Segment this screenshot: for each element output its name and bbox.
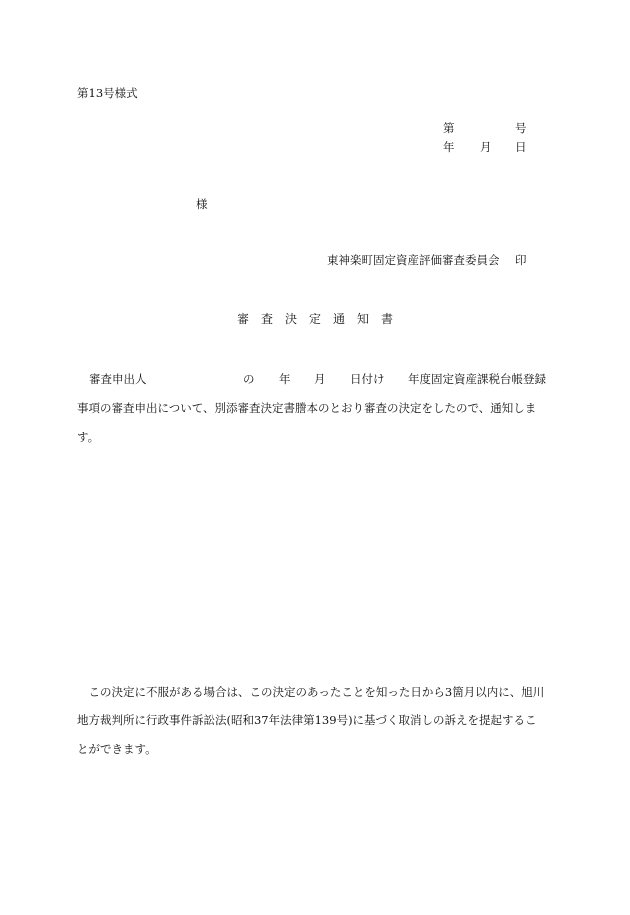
body-day-suffix: 日付け — [350, 372, 385, 386]
issuer-seal: 印 — [515, 253, 527, 267]
document-title: 審 査 決 定 通 知 書 — [237, 312, 394, 326]
reference-dai: 第 — [443, 121, 455, 135]
issuer-name: 東神楽町固定資産評価審査委員会 — [327, 253, 500, 267]
form-number: 第13号様式 — [77, 86, 138, 100]
body-line-2: 事項の審査申出について、別添審査決定書謄本のとおり審査の決定をしたので、通知しま — [77, 401, 537, 415]
addressee-suffix: 様 — [196, 197, 208, 211]
body-month: 月 — [314, 372, 326, 386]
appeal-line-3: とができます。 — [77, 742, 157, 756]
body-line-3: す。 — [77, 430, 100, 444]
applicant-label: 審査申出人 — [89, 372, 147, 386]
reference-go: 号 — [515, 121, 527, 135]
body-line1-tail: 年度固定資産課税台帳登録 — [408, 372, 546, 386]
date-month: 月 — [480, 140, 492, 154]
date-year: 年 — [443, 140, 455, 154]
body-no: の — [243, 372, 255, 386]
appeal-line-2: 地方裁判所に行政事件訴訟法(昭和37年法律第139号)に基づく取消しの訴えを提起するこ — [77, 713, 537, 727]
body-year: 年 — [279, 372, 291, 386]
date-day: 日 — [515, 140, 527, 154]
appeal-line-1: この決定に不服がある場合は、この決定のあったことを知った日から3箇月以内に、旭川 — [77, 685, 545, 699]
